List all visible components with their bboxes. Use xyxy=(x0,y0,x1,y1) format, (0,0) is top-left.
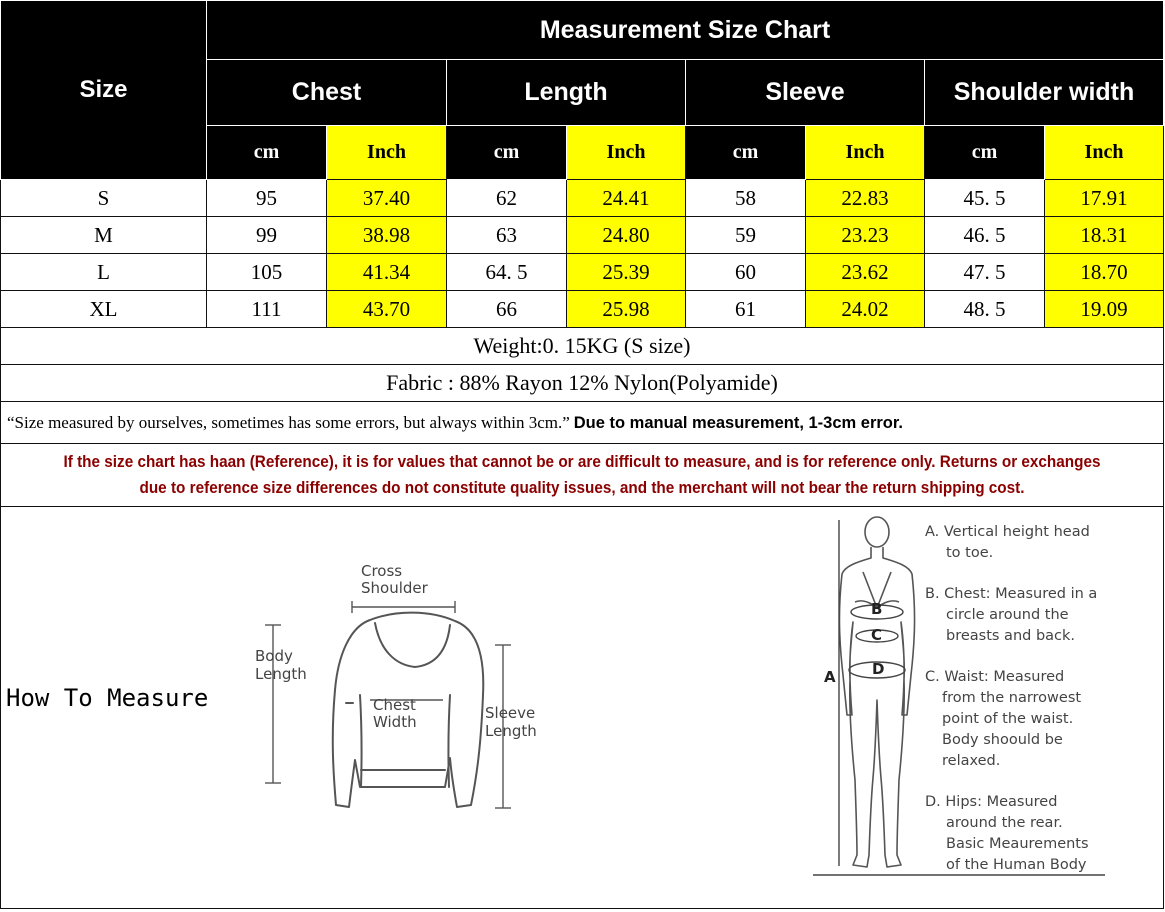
measurement-note-row xyxy=(1,402,1164,444)
value-cell: 37.40 xyxy=(327,180,447,217)
body-outline xyxy=(839,547,914,867)
value-cell: 47. 5 xyxy=(925,254,1045,291)
size-cell: S xyxy=(1,180,207,217)
reference-note xyxy=(1,444,1164,507)
note-line: A. Vertical height head xyxy=(925,524,1090,540)
value-cell: 66 xyxy=(447,291,567,328)
chest-group-header: Chest xyxy=(207,60,447,126)
note-line: of the Human Body xyxy=(946,857,1087,873)
value-cell: 62 xyxy=(447,180,567,217)
value-cell: 105 xyxy=(207,254,327,291)
value-cell: 22.83 xyxy=(806,180,925,217)
value-cell: 18.70 xyxy=(1045,254,1164,291)
shirt-label: Shoulder xyxy=(361,579,428,597)
body-head xyxy=(865,517,889,547)
shirt-label: Cross xyxy=(361,562,403,580)
table-row xyxy=(1,291,1164,328)
value-cell: 19.09 xyxy=(1045,291,1164,328)
shoulder-cm-header: cm xyxy=(925,126,1045,180)
value-cell: 60 xyxy=(686,254,806,291)
note-line: circle around the xyxy=(946,607,1069,623)
marker-a: A xyxy=(824,668,836,686)
value-cell: 59 xyxy=(686,217,806,254)
value-cell: 41.34 xyxy=(327,254,447,291)
value-cell: 46. 5 xyxy=(925,217,1045,254)
length-inch-header: Inch xyxy=(567,126,686,180)
value-cell: 61 xyxy=(686,291,806,328)
body-notes xyxy=(925,524,1097,873)
note-line: B. Chest: Measured in a xyxy=(925,586,1098,602)
size-cell: M xyxy=(1,217,207,254)
note-line: around the rear. xyxy=(946,815,1063,831)
value-cell: 95 xyxy=(207,180,327,217)
value-cell: 48. 5 xyxy=(925,291,1045,328)
marker-c: C xyxy=(871,626,883,644)
note-line: to toe. xyxy=(946,545,994,561)
note-line: from the narrowest xyxy=(942,690,1082,706)
size-cell: XL xyxy=(1,291,207,328)
value-cell: 24.41 xyxy=(567,180,686,217)
chest-cm-header: cm xyxy=(207,126,327,180)
reference-note-line: If the size chart has haan (Reference), it is for values that cannot be or are difficult to measure, and is for reference only. Returns or exchanges xyxy=(63,452,1101,471)
sleeve-inch-header: Inch xyxy=(806,126,925,180)
value-cell: 45. 5 xyxy=(925,180,1045,217)
weight-note: Weight:0. 15KG (S size) xyxy=(1,328,1164,365)
shirt-label: Body xyxy=(255,647,293,665)
measurement-error-note: Due to manual measurement, 1-3cm error. xyxy=(573,413,903,432)
value-cell: 99 xyxy=(207,217,327,254)
sleeve-group-header: Sleeve xyxy=(686,60,925,126)
note-line: breasts and back. xyxy=(946,628,1076,644)
shirt-label: Chest xyxy=(373,696,416,714)
size-column-header: Size xyxy=(1,1,207,180)
shirt-label: Width xyxy=(373,713,417,731)
note-line: point of the waist. xyxy=(942,711,1074,727)
shirt-label: Length xyxy=(255,665,307,683)
note-line: C. Waist: Measured xyxy=(925,669,1065,685)
note-line: relaxed. xyxy=(942,753,1001,769)
shirt-measure-diagram xyxy=(245,555,545,820)
measurement-note: “Size measured by ourselves, sometimes has some errors, but always within 3cm.” xyxy=(7,412,570,432)
table-title: Measurement Size Chart xyxy=(207,1,1164,60)
value-cell: 17.91 xyxy=(1045,180,1164,217)
value-cell: 24.80 xyxy=(567,217,686,254)
marker-b: B xyxy=(871,600,883,618)
value-cell: 111 xyxy=(207,291,327,328)
sleeve-cm-header: cm xyxy=(686,126,806,180)
value-cell: 24.02 xyxy=(806,291,925,328)
shoulder-inch-header: Inch xyxy=(1045,126,1164,180)
fabric-note: Fabric : 88% Rayon 12% Nylon(Polyamide) xyxy=(1,365,1164,402)
table-row xyxy=(1,180,1164,217)
value-cell: 63 xyxy=(447,217,567,254)
value-cell: 23.23 xyxy=(806,217,925,254)
note-line: Basic Meaurements xyxy=(946,836,1089,852)
value-cell: 58 xyxy=(686,180,806,217)
how-to-measure-label: How To Measure xyxy=(6,683,209,712)
value-cell: 64. 5 xyxy=(447,254,567,291)
reference-note-line: due to reference size differences do not constitute quality issues, and the merchant will not bear the return shipping cost. xyxy=(139,478,1025,497)
value-cell: 25.98 xyxy=(567,291,686,328)
value-cell: 43.70 xyxy=(327,291,447,328)
shoulder-group-header: Shoulder width xyxy=(925,60,1164,126)
note-line: Body shoould be xyxy=(942,732,1063,748)
shirt-label: Sleeve xyxy=(485,704,536,722)
value-cell: 18.31 xyxy=(1045,217,1164,254)
value-cell: 23.62 xyxy=(806,254,925,291)
value-cell: 38.98 xyxy=(327,217,447,254)
length-cm-header: cm xyxy=(447,126,567,180)
body-measure-diagram xyxy=(805,510,1125,880)
note-line: D. Hips: Measured xyxy=(925,794,1058,810)
length-group-header: Length xyxy=(447,60,686,126)
table-row xyxy=(1,254,1164,291)
marker-d: D xyxy=(872,660,885,678)
shirt-label: Length xyxy=(485,722,537,740)
value-cell: 25.39 xyxy=(567,254,686,291)
size-cell: L xyxy=(1,254,207,291)
shirt-collar xyxy=(375,623,450,667)
table-row xyxy=(1,217,1164,254)
chest-inch-header: Inch xyxy=(327,126,447,180)
